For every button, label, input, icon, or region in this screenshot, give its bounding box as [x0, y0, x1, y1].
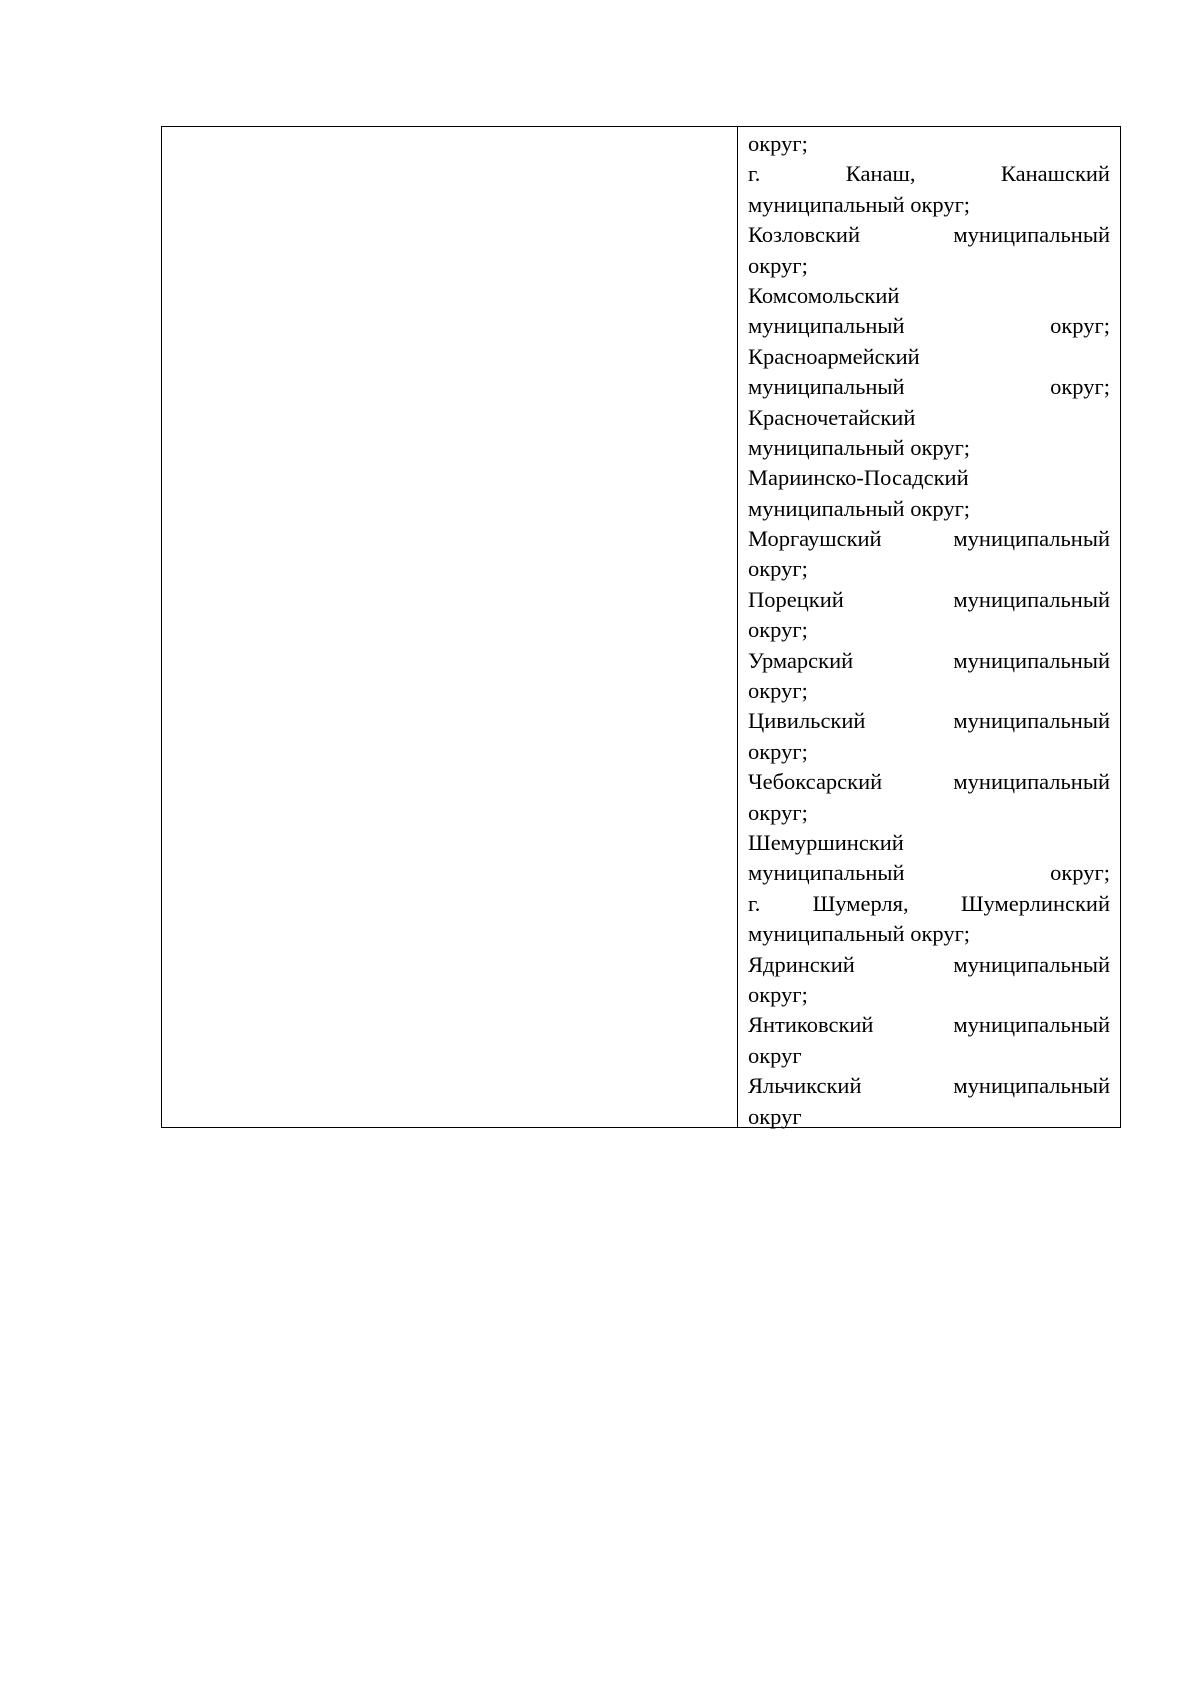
text-word: округ;	[1050, 374, 1110, 400]
text-word: Комсомольский	[748, 282, 900, 308]
text-word: муниципальный	[953, 222, 1110, 248]
text-line	[748, 554, 1110, 584]
text-word: Яльчикский	[748, 1073, 862, 1099]
text-word: округ;	[1050, 860, 1110, 886]
text-word: Мариинско-Посадский	[748, 465, 969, 491]
text-word: муниципальный округ;	[748, 434, 971, 460]
text-word: Канашский	[1000, 161, 1110, 187]
text-word: муниципальный	[953, 586, 1110, 612]
text-word: г.	[748, 890, 761, 916]
text-word: муниципальный	[748, 860, 905, 886]
text-word: Янтиковский	[748, 1012, 874, 1038]
text-line	[748, 463, 1110, 493]
text-word: округ	[748, 1103, 802, 1129]
text-word: округ;	[748, 799, 808, 825]
text-word: округ;	[1050, 313, 1110, 339]
text-word: муниципальный	[953, 708, 1110, 734]
text-line	[748, 1102, 1110, 1132]
text-line	[748, 1071, 1110, 1101]
text-word: Порецкий	[748, 586, 844, 612]
text-line	[748, 828, 1110, 858]
text-word: округ;	[748, 556, 808, 582]
text-word: Красночетайский	[748, 404, 916, 430]
text-word: муниципальный округ;	[748, 191, 971, 217]
text-line	[748, 1041, 1110, 1071]
text-line	[748, 433, 1110, 463]
text-word: муниципальный	[953, 951, 1110, 977]
text-word: округ;	[748, 981, 808, 1007]
text-word: муниципальный	[953, 647, 1110, 673]
text-word: муниципальный	[953, 526, 1110, 552]
text-line	[748, 585, 1110, 615]
table-cell-left-empty	[162, 127, 738, 1127]
text-word: Цивильский	[748, 708, 866, 734]
text-line	[748, 737, 1110, 767]
text-word: муниципальный	[953, 1012, 1110, 1038]
text-word: округ;	[748, 678, 808, 704]
text-line	[748, 676, 1110, 706]
text-line	[748, 980, 1110, 1010]
text-word: муниципальный	[953, 1073, 1110, 1099]
text-line	[748, 159, 1110, 189]
text-word: Урмарский	[748, 647, 854, 673]
text-word: муниципальный округ;	[748, 495, 971, 521]
text-line	[748, 767, 1110, 797]
text-line	[748, 129, 1110, 159]
text-line	[748, 220, 1110, 250]
text-line	[748, 494, 1110, 524]
text-word: Шумерлинский	[960, 890, 1110, 916]
text-word: Козловский	[748, 222, 860, 248]
text-line	[748, 950, 1110, 980]
text-word: муниципальный	[748, 313, 905, 339]
text-word: Моргаушский	[748, 526, 882, 552]
text-line	[748, 1010, 1110, 1040]
text-line	[748, 615, 1110, 645]
text-line	[748, 342, 1110, 372]
table-cell-municipalities	[738, 127, 1120, 1127]
text-word: округ;	[748, 617, 808, 643]
text-word: округ;	[748, 131, 808, 156]
text-line	[748, 251, 1110, 281]
text-line	[748, 311, 1110, 341]
text-line	[748, 403, 1110, 433]
text-word: округ;	[748, 738, 808, 764]
text-line	[748, 706, 1110, 736]
text-line	[748, 798, 1110, 828]
text-line	[748, 889, 1110, 919]
text-word: Шемуршинский	[748, 829, 904, 855]
text-word: г.	[748, 161, 761, 187]
text-line	[748, 919, 1110, 949]
text-word: Чебоксарский	[748, 769, 883, 795]
text-word: муниципальный округ;	[748, 921, 971, 947]
text-line	[748, 646, 1110, 676]
text-word: округ;	[748, 252, 808, 278]
text-word: муниципальный	[748, 374, 905, 400]
document-table	[161, 126, 1121, 1128]
text-line	[748, 524, 1110, 554]
text-word: округ	[748, 1042, 802, 1068]
text-word: Канаш,	[845, 161, 916, 187]
text-word: Красноармейский	[748, 343, 920, 369]
text-line	[748, 858, 1110, 888]
text-line	[748, 372, 1110, 402]
text-word: Ядринский	[748, 951, 855, 977]
text-word: Шумерля,	[812, 890, 909, 916]
text-word: муниципальный	[953, 769, 1110, 795]
text-line	[748, 281, 1110, 311]
text-line	[748, 190, 1110, 220]
